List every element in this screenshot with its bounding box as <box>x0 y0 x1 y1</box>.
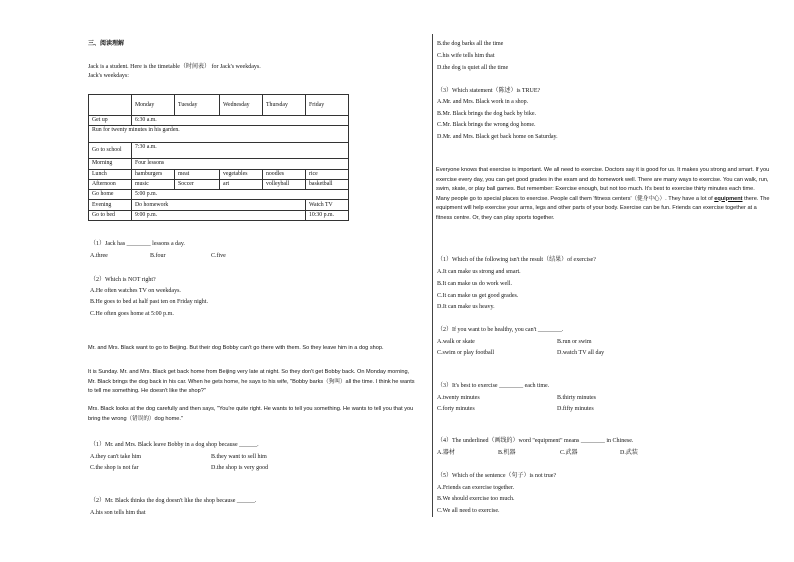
table-row <box>89 190 349 200</box>
table-row <box>89 95 349 116</box>
question-stem: （4）The underlined（画线的）word "equipment" means ________ in Chinese. <box>437 438 634 444</box>
option-b: B.We should exercise too much. <box>437 496 515 502</box>
passage3-text: Everyone knows that exercise is important. We all need to exercise. Doctors say it is good for us. It makes you strong and smart. If you exercise every day, you can get good grades in the exam and do homework well. There are many ways to exercise. You can walk, run, swim, skate, or play ball games. But remember: Exercise enough, but not too much. It's best to exercise thirty minutes each time. Many people go to special places to exercise. People call them 'fitness centers'（健身中心）. They have a lot of <box>436 167 770 202</box>
question-stem: （2）Which is NOT right? <box>90 277 156 283</box>
option-c: C.武器 <box>560 450 578 456</box>
table-cell: Friday <box>306 95 349 116</box>
table-cell: art <box>220 179 263 189</box>
option-c: C.forty minutes <box>437 406 475 412</box>
table-cell: Four lessons <box>132 159 349 169</box>
table-cell: Afternoon <box>89 179 132 189</box>
table-row <box>89 210 349 220</box>
option-d: D.the dog is quiet all the time <box>437 65 509 71</box>
table-cell: 6:30 a.m. <box>132 116 349 126</box>
option-c: C.Mr. Black brings the wrong dog home. <box>437 122 536 128</box>
passage3-text: there. The equipment will help exercise your arms, legs and other parts of your body. Exercise can be fun. Friends can exercise together at a fitness centre. Or, they can play sports together. <box>436 195 770 221</box>
option-b: B.It can make us do work well. <box>437 281 512 287</box>
table-cell: 9:00 p.m. <box>132 210 306 220</box>
table-cell: Evening <box>89 200 132 210</box>
passage2-paragraph: Mrs. Black looks at the dog carefully and then says, "You're quite right. He wants to tell you something. He wants to tell you that you bring the wrong（错误的）dog home." <box>88 406 414 422</box>
option-b: B.four <box>150 253 166 259</box>
option-a: A.It can make us strong and smart. <box>437 269 521 275</box>
table-cell: rice <box>306 169 349 179</box>
table-cell: Watch TV <box>306 200 349 210</box>
option-a: A.器材 <box>437 450 455 456</box>
table-cell: Lunch <box>89 169 132 179</box>
table-row <box>89 159 349 169</box>
table-cell: meat <box>175 169 220 179</box>
option-c: C.his wife tells him that <box>437 53 495 59</box>
option-c: C.five <box>211 253 226 259</box>
question-stem: （2）If you want to be healthy, you can't ________. <box>437 327 564 333</box>
table-cell: Monday <box>132 95 175 116</box>
option-d: D.watch TV all day <box>557 350 605 356</box>
table-cell: hamburgers <box>132 169 175 179</box>
timetable <box>88 94 349 221</box>
option-a: A.they can't take him <box>90 454 142 460</box>
option-b: B.He goes to bed at half past ten on Friday night. <box>90 299 208 305</box>
option-b: B.the dog barks all the time <box>437 41 504 47</box>
option-d: D.武装 <box>620 450 638 456</box>
option-b: B.机器 <box>498 450 516 456</box>
option-a: A.Mr. and Mrs. Black work in a shop. <box>437 99 529 105</box>
option-c: C.the shop is not far <box>90 465 139 471</box>
question-stem: （5）Which of the sentence（句子）is not true? <box>437 473 557 479</box>
table-cell: Go to school <box>89 143 132 159</box>
option-a: A.Friends can exercise together. <box>437 485 515 491</box>
table-cell: noodles <box>263 169 306 179</box>
table-cell: Do homework <box>132 200 306 210</box>
passage2-paragraph: It is Sunday. Mr. and Mrs. Black get back home from Beijing very late at night. So they don't get Bobby back. On Monday morning, Mr. Black brings the dog back in his car. When he gets home, he says to his wife, "Bobby barks（狗叫）all the time. I think he wants to tell me something. He doesn't like the shop?" <box>88 369 415 394</box>
question-stem: （1）Mr. and Mrs. Black leave Bobby in a dog shop because ______. <box>90 442 259 448</box>
option-b: B.Mr. Black brings the dog back by bike. <box>437 111 536 117</box>
table-row <box>89 169 349 179</box>
table-cell: Soccer <box>175 179 220 189</box>
underlined-keyword: equipment <box>714 195 743 202</box>
table-cell: Wednesday <box>220 95 263 116</box>
table-cell: 5:00 p.m. <box>132 190 349 200</box>
table-cell: 7:30 a.m. <box>132 143 349 159</box>
option-c: C.We all need to exercise. <box>437 508 500 514</box>
table-cell: Get up <box>89 116 132 126</box>
table-cell: vegetables <box>220 169 263 179</box>
section-title: 三、阅读理解 <box>88 41 125 47</box>
passage1-intro: Jack is a student. Here is the timetable（时间表） for Jack's weekdays. <box>88 64 261 70</box>
option-c: C.swim or play football <box>437 350 494 356</box>
table-cell: Go to bed <box>89 210 132 220</box>
option-a: A.walk or skate <box>437 339 475 345</box>
table-row <box>89 116 349 126</box>
question-stem: （3）It's best to exercise ________ each time. <box>437 383 550 389</box>
option-c: C.It can make us get good grades. <box>437 293 519 299</box>
option-d: D.It can make us heavy. <box>437 304 495 310</box>
passage3-paragraph <box>436 166 770 223</box>
table-row <box>89 200 349 210</box>
table-row <box>89 143 349 159</box>
question-stem: （1）Which of the following isn't the result（结果）of exercise? <box>437 257 596 263</box>
question-stem: （3）Which statement（陈述）is TRUE? <box>437 88 541 94</box>
table-row <box>89 179 349 189</box>
option-b: B.run or swim <box>557 339 592 345</box>
table-cell: volleyball <box>263 179 306 189</box>
table-cell: Run for twenty minutes in his garden. <box>89 126 349 143</box>
table-cell: Go home <box>89 190 132 200</box>
option-d: D.the shop is very good <box>211 465 269 471</box>
column-divider <box>432 34 433 517</box>
option-a: A.three <box>90 253 108 259</box>
option-a: A.his son tells him that <box>90 510 146 516</box>
table-cell: 10:30 p.m. <box>306 210 349 220</box>
option-b: B.they want to sell him <box>211 454 267 460</box>
table-cell: basketball <box>306 179 349 189</box>
option-b: B.thirty minutes <box>557 395 596 401</box>
option-a: A.He often watches TV on weekdays. <box>90 288 181 294</box>
table-cell: music <box>132 179 175 189</box>
table-cell: Tuesday <box>175 95 220 116</box>
question-stem: （1）Jack has ________ lessons a day. <box>90 241 185 247</box>
passage1-subtitle: Jack's weekdays: <box>88 73 129 79</box>
table-cell <box>89 95 132 116</box>
table-cell: Thursday <box>263 95 306 116</box>
table-cell: Morning <box>89 159 132 169</box>
option-a: A.twenty minutes <box>437 395 480 401</box>
question-stem: （2）Mr. Black thinks the dog doesn't like the shop because ______. <box>90 498 257 504</box>
option-c: C.He often goes home at 5:00 p.m. <box>90 311 174 317</box>
option-d: D.fifty minutes <box>557 406 594 412</box>
passage2-paragraph: Mr. and Mrs. Black want to go to Beijing. But their dog Bobby can't go there with them. So they leave him in a dog shop. <box>88 345 384 351</box>
table-row <box>89 126 349 143</box>
option-d: D.Mr. and Mrs. Black get back home on Saturday. <box>437 134 558 140</box>
